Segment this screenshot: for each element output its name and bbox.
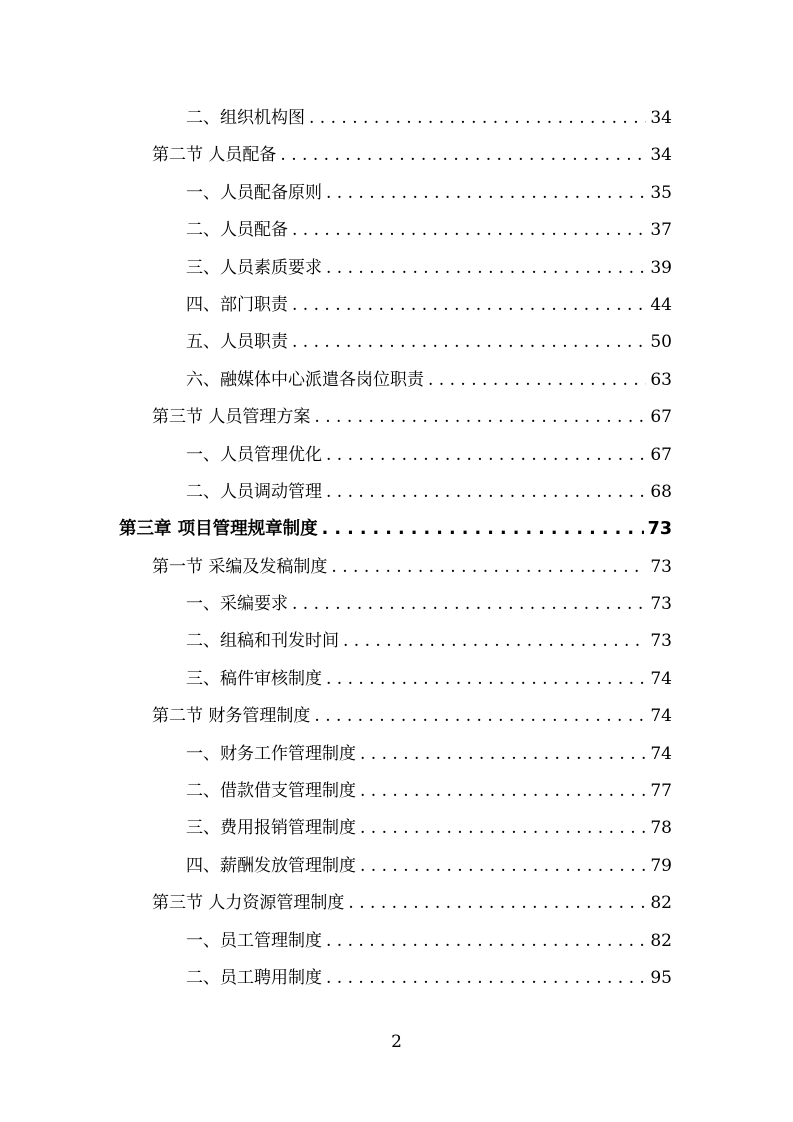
toc-entry-title: 三、人员素质要求 (186, 257, 322, 278)
dot-leader (326, 175, 646, 212)
toc-entry-title: 二、人员配备 (186, 220, 288, 241)
toc-entry-page: 44 (650, 294, 672, 315)
dot-leader (314, 698, 646, 735)
toc-entry-title: 一、财务工作管理制度 (186, 743, 356, 764)
toc-entry-page: 74 (650, 743, 672, 764)
toc-entry-page: 63 (650, 369, 672, 390)
toc-entry-page: 50 (650, 332, 672, 353)
toc-entry-title: 二、组稿和刊发时间 (186, 631, 339, 652)
toc-entry-title: 五、人员职责 (186, 332, 288, 353)
dot-leader (343, 623, 646, 660)
dot-leader (360, 848, 646, 885)
dot-leader (428, 362, 646, 399)
toc-entry-page: 74 (650, 706, 672, 727)
toc-entry-title: 六、融媒体中心派遣各岗位职责 (186, 369, 424, 390)
toc-subsection-entry[interactable] (0, 623, 672, 660)
toc-entry-title: 第二节 人员配备 (152, 145, 277, 166)
toc-entry-page: 67 (650, 444, 672, 465)
toc-entry-page: 73 (650, 594, 672, 615)
toc-subsection-entry[interactable] (0, 362, 672, 399)
toc-entry-title: 第二节 财务管理制度 (152, 706, 311, 727)
toc-entry-page: 35 (650, 182, 672, 203)
toc-subsection-entry[interactable] (0, 810, 672, 847)
toc-entry-page: 39 (650, 257, 672, 278)
toc-subsection-entry[interactable] (0, 923, 672, 960)
dot-leader (360, 736, 646, 773)
dot-leader (326, 437, 646, 474)
dot-leader (322, 511, 644, 548)
toc-entry-page: 34 (650, 145, 672, 166)
toc-entry-title: 第三节 人员管理方案 (152, 407, 311, 428)
toc-subsection-entry[interactable] (0, 437, 672, 474)
dot-leader (280, 137, 646, 174)
dot-leader (326, 960, 646, 997)
toc-section-entry[interactable] (0, 399, 672, 436)
toc-entry-title: 四、部门职责 (186, 294, 288, 315)
toc-entry-title: 三、费用报销管理制度 (186, 818, 356, 839)
table-of-contents (0, 100, 672, 997)
toc-section-entry[interactable] (0, 549, 672, 586)
toc-section-entry[interactable] (0, 698, 672, 735)
toc-chapter-entry[interactable] (0, 511, 672, 548)
toc-entry-title: 第三节 人力资源管理制度 (152, 893, 345, 914)
toc-subsection-entry[interactable] (0, 736, 672, 773)
toc-entry-page: 37 (650, 220, 672, 241)
toc-entry-page: 79 (650, 855, 672, 876)
toc-entry-title: 一、员工管理制度 (186, 930, 322, 951)
toc-entry-title: 一、人员配备原则 (186, 182, 322, 203)
toc-section-entry[interactable] (0, 137, 672, 174)
dot-leader (326, 923, 646, 960)
dot-leader (292, 324, 646, 361)
toc-entry-title: 二、人员调动管理 (186, 481, 322, 502)
toc-entry-page: 82 (650, 893, 672, 914)
toc-subsection-entry[interactable] (0, 586, 672, 623)
dot-leader (348, 885, 646, 922)
toc-entry-page: 73 (650, 556, 672, 577)
toc-entry-page: 73 (647, 519, 672, 540)
dot-leader (314, 399, 646, 436)
toc-entry-page: 95 (650, 967, 672, 988)
dot-leader (331, 549, 646, 586)
toc-subsection-entry[interactable] (0, 474, 672, 511)
dot-leader (326, 250, 646, 287)
toc-subsection-entry[interactable] (0, 661, 672, 698)
toc-entry-page: 74 (650, 668, 672, 689)
page-number: 2 (391, 1032, 402, 1052)
toc-subsection-entry[interactable] (0, 324, 672, 361)
dot-leader (309, 100, 646, 137)
toc-section-entry[interactable] (0, 885, 672, 922)
toc-entry-title: 二、员工聘用制度 (186, 967, 322, 988)
toc-entry-title: 三、稿件审核制度 (186, 668, 322, 689)
toc-subsection-entry[interactable] (0, 773, 672, 810)
dot-leader (326, 661, 646, 698)
toc-entry-title: 第一节 采编及发稿制度 (152, 556, 328, 577)
toc-entry-page: 82 (650, 930, 672, 951)
dot-leader (326, 474, 646, 511)
toc-subsection-entry[interactable] (0, 100, 672, 137)
toc-subsection-entry[interactable] (0, 175, 672, 212)
toc-subsection-entry[interactable] (0, 287, 672, 324)
toc-entry-title: 四、薪酬发放管理制度 (186, 855, 356, 876)
dot-leader (292, 287, 646, 324)
toc-entry-title: 二、借款借支管理制度 (186, 781, 356, 802)
toc-entry-page: 67 (650, 407, 672, 428)
toc-subsection-entry[interactable] (0, 960, 672, 997)
toc-entry-title: 一、人员管理优化 (186, 444, 322, 465)
toc-subsection-entry[interactable] (0, 250, 672, 287)
toc-entry-page: 34 (650, 108, 672, 128)
dot-leader (360, 773, 646, 810)
toc-entry-title: 二、组织机构图 (186, 108, 305, 128)
toc-subsection-entry[interactable] (0, 212, 672, 249)
toc-entry-title: 第三章 项目管理规章制度 (119, 519, 318, 540)
toc-subsection-entry[interactable] (0, 848, 672, 885)
toc-entry-title: 一、采编要求 (186, 594, 288, 615)
dot-leader (360, 810, 646, 847)
dot-leader (292, 586, 646, 623)
toc-entry-page: 77 (650, 781, 672, 802)
toc-entry-page: 68 (650, 481, 672, 502)
toc-entry-page: 73 (650, 631, 672, 652)
toc-entry-page: 78 (650, 818, 672, 839)
dot-leader (292, 212, 646, 249)
